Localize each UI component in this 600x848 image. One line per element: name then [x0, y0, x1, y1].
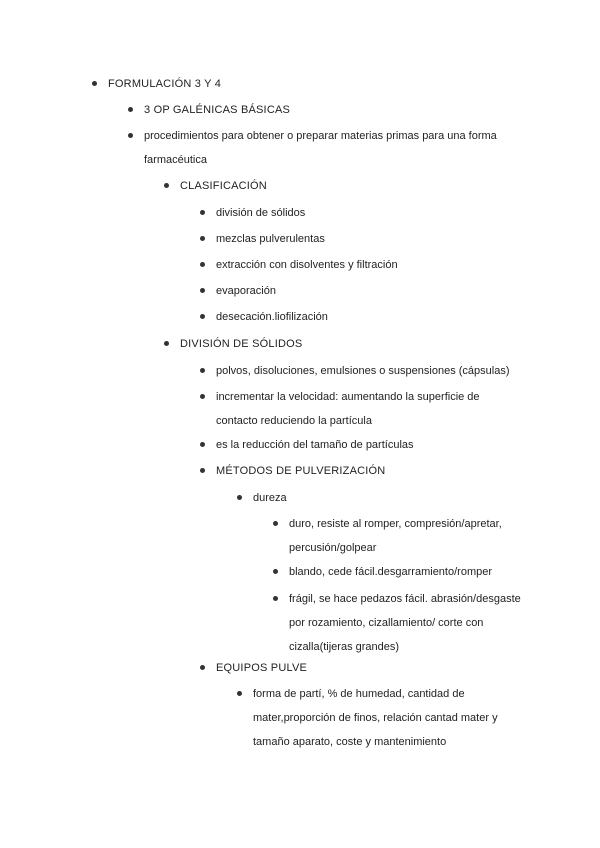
outline-label-line: percusión/golpear — [289, 542, 377, 554]
outline-label-line: cizalla(tijeras grandes) — [289, 641, 400, 653]
bullet-icon — [128, 133, 133, 138]
outline-label: blando, cede fácil.desgarramiento/romper — [289, 566, 493, 578]
outline-label: dureza — [253, 492, 287, 504]
outline-label-line: forma de partí, % de humedad, cantidad de — [253, 688, 465, 700]
list-item — [289, 587, 521, 659]
outline-label: extracción con disolventes y filtración — [216, 259, 398, 271]
bullet-icon — [200, 262, 205, 267]
bullet-icon — [200, 288, 205, 293]
list-item — [216, 305, 328, 329]
outline-label: es la reducción del tamaño de partículas — [216, 439, 414, 451]
bullet-icon — [164, 341, 169, 346]
outline-label-line: procedimientos para obtener o preparar materias primas para una forma — [144, 130, 497, 142]
outline-label-line: duro, resiste al romper, compresión/apretar, — [289, 518, 502, 530]
list-item — [216, 201, 305, 225]
bullet-icon — [92, 81, 97, 86]
outline-label-line: incrementar la velocidad: aumentando la superficie de — [216, 391, 480, 403]
bullet-icon — [273, 596, 278, 601]
outline-label: 3 OP GALÉNICAS BÁSICAS — [144, 104, 291, 116]
outline-label: división de sólidos — [216, 207, 306, 219]
bullet-icon — [200, 665, 205, 670]
outline-item-equipos — [216, 656, 307, 680]
outline-label-line: contacto reduciendo la partícula — [216, 415, 372, 427]
outline-label-line: por rozamiento, cizallamiento/ corte con — [289, 617, 484, 629]
outline-item-division-solidos — [180, 332, 302, 356]
list-item — [216, 359, 510, 383]
list-item — [253, 682, 498, 754]
outline-item-formulacion — [108, 72, 221, 96]
bullet-icon — [273, 569, 278, 574]
outline-label-line: farmacéutica — [144, 154, 207, 166]
outline-item-clasificacion — [180, 174, 267, 198]
list-item — [216, 433, 414, 457]
outline-label: MÉTODOS DE PULVERIZACIÓN — [216, 465, 386, 477]
outline-label: EQUIPOS PULVE — [216, 662, 308, 674]
outline-label: desecación.liofilización — [216, 311, 328, 323]
bullet-icon — [200, 442, 205, 447]
outline-item-op-galenicas — [144, 98, 290, 122]
bullet-icon — [200, 210, 205, 215]
bullet-icon — [237, 691, 242, 696]
outline-label-line: tamaño aparato, coste y mantenimiento — [253, 736, 447, 748]
outline-label: evaporación — [216, 285, 276, 297]
outline-label: polvos, disoluciones, emulsiones o suspensiones (cápsulas) — [216, 365, 510, 377]
list-item — [289, 560, 492, 584]
bullet-icon — [237, 495, 242, 500]
list-item — [289, 512, 502, 560]
bullet-icon — [273, 521, 278, 526]
list-item — [216, 279, 276, 303]
outline-item-procedimientos — [144, 124, 497, 172]
bullet-icon — [200, 314, 205, 319]
outline-label: CLASIFICACIÓN — [180, 180, 267, 192]
bullet-icon — [200, 236, 205, 241]
bullet-icon — [164, 183, 169, 188]
outline-label-line: mater,proporción de finos, relación cantad mater y — [253, 712, 498, 724]
outline-label: FORMULACIÓN 3 Y 4 — [108, 78, 222, 90]
outline-label: mezclas pulverulentas — [216, 233, 325, 245]
bullet-icon — [200, 368, 205, 373]
outline-label-line: frágil, se hace pedazos fácil. abrasión/desgaste — [289, 593, 521, 605]
outline-label: DIVISIÓN DE SÓLIDOS — [180, 338, 303, 350]
bullet-icon — [200, 394, 205, 399]
outline-item-dureza — [253, 486, 287, 510]
outline-item-metodos — [216, 459, 385, 483]
bullet-icon — [200, 468, 205, 473]
list-item — [216, 227, 325, 251]
list-item — [216, 385, 480, 433]
bullet-icon — [128, 107, 133, 112]
list-item — [216, 253, 398, 277]
